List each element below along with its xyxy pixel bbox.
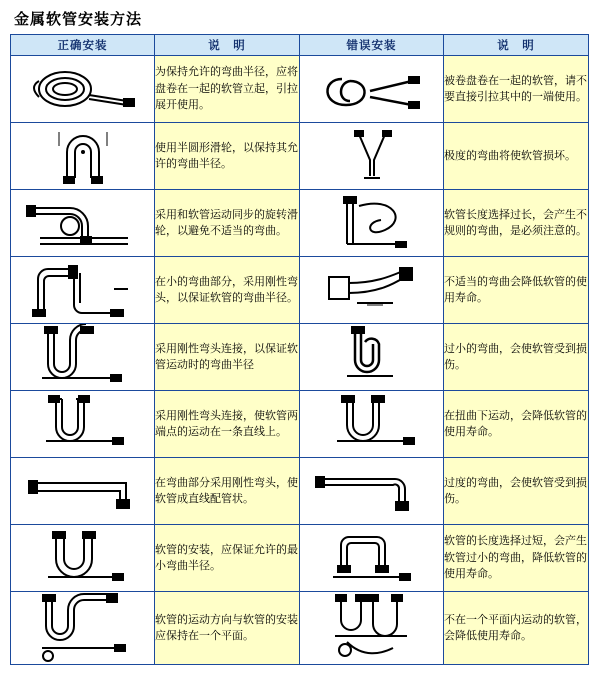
description-cell: 采用刚性弯头连接，使软管两端点的运动在一条直线上。 <box>155 391 300 458</box>
description-cell: 软管的长度选择过短，会产生软管过小的弯曲，降低软管的使用寿命。 <box>444 525 589 592</box>
table-row <box>11 56 589 123</box>
figure-coiled-hose-pulled-one-end <box>300 56 444 123</box>
table-row <box>11 324 589 391</box>
table-row <box>11 458 589 525</box>
description-cell: 极度的弯曲将使软管损坏。 <box>444 123 589 190</box>
description-cell: 使用半圆形滑轮，以保持其允许的弯曲半径。 <box>155 123 300 190</box>
figure-hose-too-long-irregular-bend <box>300 190 444 257</box>
figure-hose-motion-out-of-plane <box>300 592 444 665</box>
table-row <box>11 257 589 324</box>
description-cell: 过度的弯曲，会使软管受到损伤。 <box>444 458 589 525</box>
table-row <box>11 190 589 257</box>
figure-too-small-bend-radius-loop <box>300 324 444 391</box>
description-cell: 软管长度选择过长，会产生不规则的弯曲，是必须注意的。 <box>444 190 589 257</box>
figure-hose-with-rotating-sheave-sync <box>11 190 155 257</box>
description-cell: 在弯曲部分采用刚性弯头，使软管成直线配管状。 <box>155 458 300 525</box>
figure-hose-too-long-rectangular-loop <box>300 525 444 592</box>
figure-rigid-elbow-u-loop-connection <box>11 324 155 391</box>
description-cell: 在小的弯曲部分，采用刚性弯头，以保证软管的弯曲半径。 <box>155 257 300 324</box>
page-title: 金属软管安装方法 <box>14 10 143 28</box>
table-row <box>11 123 589 190</box>
figure-rigid-elbow-at-small-bend <box>11 257 155 324</box>
table-row <box>11 525 589 592</box>
description-cell: 软管的运动方向与软管的安装应保持在一个平面。 <box>155 592 300 665</box>
figure-rigid-elbows-both-ends-straight-line <box>11 391 155 458</box>
description-cell: 不适当的弯曲会降低软管的使用寿命。 <box>444 257 589 324</box>
description-cell: 在扭曲下运动，会降低软管的使用寿命。 <box>444 391 589 458</box>
column-header-wrong-desc: 说 明 <box>444 35 589 56</box>
figure-improper-bend-at-fitting <box>300 257 444 324</box>
column-header-correct-desc: 说 明 <box>155 35 300 56</box>
figure-hose-over-semicircular-sheave <box>11 123 155 190</box>
description-cell: 软管的安装，应保证允许的最小弯曲半径。 <box>155 525 300 592</box>
description-cell: 为保持允许的弯曲半径，应将盘卷在一起的软管立起，引拉展开使用。 <box>155 56 300 123</box>
column-header-wrong: 错误安装 <box>300 35 444 56</box>
figure-excessive-bend-at-elbow <box>300 458 444 525</box>
figure-coiled-hose-standing-upright <box>11 56 155 123</box>
description-cell: 采用刚性弯头连接，以保证软管运动时的弯曲半径 <box>155 324 300 391</box>
table-row <box>11 592 589 665</box>
figure-rigid-elbow-straight-pipe-layout <box>11 458 155 525</box>
figure-hose-motion-in-same-plane <box>11 592 155 665</box>
hose-installation-table <box>10 34 589 665</box>
description-cell: 过小的弯曲，会使软管受到损伤。 <box>444 324 589 391</box>
table-row <box>11 391 589 458</box>
description-cell: 不在一个平面内运动的软管，会降低使用寿命。 <box>444 592 589 665</box>
figure-hose-sharp-v-bend <box>300 123 444 190</box>
figure-hose-twisted-under-motion <box>300 391 444 458</box>
column-header-correct: 正确安装 <box>11 35 155 56</box>
figure-hose-minimum-allowed-bend-radius <box>11 525 155 592</box>
table-header-row <box>11 35 589 56</box>
description-cell: 被卷盘卷在一起的软管，请不要直接引拉其中的一端使用。 <box>444 56 589 123</box>
description-cell: 采用和软管运动同步的旋转滑轮，以避免不适当的弯曲。 <box>155 190 300 257</box>
